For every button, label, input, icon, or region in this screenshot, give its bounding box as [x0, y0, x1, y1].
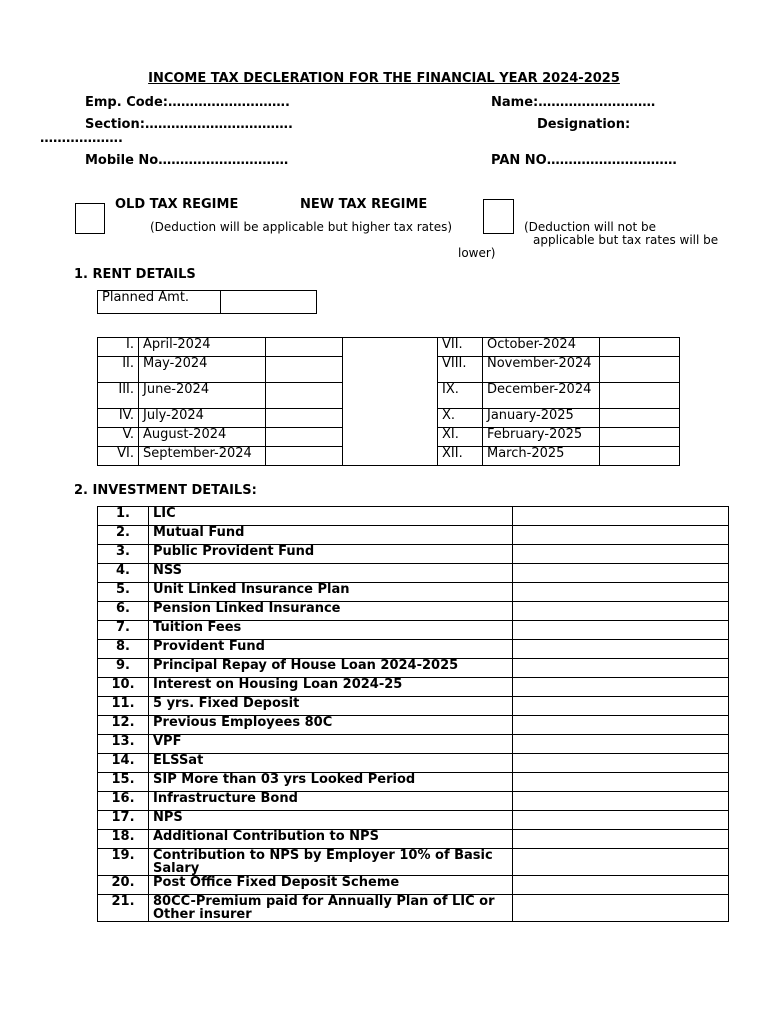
investment-num: 14.	[98, 754, 149, 773]
rent-amount-cell[interactable]	[600, 428, 680, 447]
investment-amount-cell[interactable]	[513, 697, 729, 716]
rent-month-label: April-2024	[139, 338, 266, 357]
investment-label: Interest on Housing Loan 2024-25	[149, 678, 513, 697]
investment-label: Mutual Fund	[149, 526, 513, 545]
investment-label: Infrastructure Bond	[149, 792, 513, 811]
investment-num: 10.	[98, 678, 149, 697]
investment-table	[97, 506, 729, 922]
investment-num: 21.	[98, 895, 149, 922]
new-regime-checkbox[interactable]	[483, 199, 514, 234]
page-title: INCOME TAX DECLERATION FOR THE FINANCIAL YEAR 2024-2025	[148, 71, 620, 86]
investment-row	[98, 773, 729, 792]
rent-heading: 1. RENT DETAILS	[74, 267, 196, 282]
investment-num: 1.	[98, 507, 149, 526]
rent-month-num: X.	[438, 409, 483, 428]
investment-label: NSS	[149, 564, 513, 583]
investment-amount-cell[interactable]	[513, 876, 729, 895]
investment-num: 7.	[98, 621, 149, 640]
investment-num: 3.	[98, 545, 149, 564]
investment-label: Previous Employees 80C	[149, 716, 513, 735]
rent-amount-cell[interactable]	[600, 409, 680, 428]
designation-dots: ……………….	[40, 131, 123, 146]
rent-month-num: VII.	[438, 338, 483, 357]
rent-month-label: March-2025	[483, 447, 600, 466]
investment-label: ELSSat	[149, 754, 513, 773]
investment-label: Post Office Fixed Deposit Scheme	[149, 876, 513, 895]
investment-row	[98, 621, 729, 640]
rent-month-label: August-2024	[139, 428, 266, 447]
investment-row	[98, 735, 729, 754]
old-regime-checkbox[interactable]	[75, 203, 105, 234]
rent-month-num: IV.	[98, 409, 139, 428]
investment-label: SIP More than 03 yrs Looked Period	[149, 773, 513, 792]
rent-month-num: IX.	[438, 383, 483, 409]
rent-month-num: VI.	[98, 447, 139, 466]
investment-label: 5 yrs. Fixed Deposit	[149, 697, 513, 716]
investment-row	[98, 640, 729, 659]
investment-amount-cell[interactable]	[513, 754, 729, 773]
rent-spacer-cell	[343, 338, 438, 466]
rent-month-label: February-2025	[483, 428, 600, 447]
rent-month-num: III.	[98, 383, 139, 409]
rent-amount-cell[interactable]	[266, 447, 343, 466]
rent-amount-cell[interactable]	[600, 357, 680, 383]
new-regime-note-line2: applicable but tax rates will be	[533, 233, 719, 247]
investment-amount-cell[interactable]	[513, 895, 729, 922]
old-regime-label: OLD TAX REGIME	[115, 197, 239, 212]
investment-num: 17.	[98, 811, 149, 830]
investment-amount-cell[interactable]	[513, 735, 729, 754]
rent-month-num: II.	[98, 357, 139, 383]
rent-amount-cell[interactable]	[266, 383, 343, 409]
rent-month-label: October-2024	[483, 338, 600, 357]
new-regime-label: NEW TAX REGIME	[300, 197, 428, 212]
investment-num: 5.	[98, 583, 149, 602]
investment-amount-cell[interactable]	[513, 678, 729, 697]
investment-row	[98, 876, 729, 895]
investment-label: VPF	[149, 735, 513, 754]
planned-amount-table	[97, 290, 317, 314]
designation-field: Designation:	[537, 117, 631, 132]
investment-amount-cell[interactable]	[513, 659, 729, 678]
investment-num: 18.	[98, 830, 149, 849]
investment-amount-cell[interactable]	[513, 564, 729, 583]
old-regime-note: (Deduction will be applicable but higher tax rates)	[150, 220, 453, 234]
rent-amount-cell[interactable]	[266, 428, 343, 447]
mobile-field: Mobile No…………………………	[85, 153, 289, 168]
rent-table	[97, 337, 680, 466]
planned-amount-label: Planned Amt.	[98, 291, 221, 314]
investment-row	[98, 754, 729, 773]
investment-label: NPS	[149, 811, 513, 830]
rent-month-label: May-2024	[139, 357, 266, 383]
investment-row	[98, 507, 729, 526]
investment-row	[98, 659, 729, 678]
investment-heading: 2. INVESTMENT DETAILS:	[74, 483, 257, 498]
rent-row	[98, 338, 680, 357]
investment-row	[98, 583, 729, 602]
investment-num: 12.	[98, 716, 149, 735]
emp-code-field: Emp. Code:……………………….	[85, 95, 290, 110]
investment-row	[98, 697, 729, 716]
investment-num: 8.	[98, 640, 149, 659]
investment-label: 80CC-Premium paid for Annually Plan of LIC or Other insurer	[149, 895, 513, 922]
rent-month-label: November-2024	[483, 357, 600, 383]
investment-row	[98, 526, 729, 545]
investment-label: Contribution to NPS by Employer 10% of Basic Salary	[149, 849, 513, 876]
investment-amount-cell[interactable]	[513, 621, 729, 640]
investment-label: Principal Repay of House Loan 2024-2025	[149, 659, 513, 678]
rent-month-num: I.	[98, 338, 139, 357]
investment-amount-cell[interactable]	[513, 526, 729, 545]
rent-amount-cell[interactable]	[266, 409, 343, 428]
investment-num: 9.	[98, 659, 149, 678]
rent-month-label: January-2025	[483, 409, 600, 428]
investment-row	[98, 678, 729, 697]
investment-label: Pension Linked Insurance	[149, 602, 513, 621]
investment-amount-cell[interactable]	[513, 773, 729, 792]
investment-num: 16.	[98, 792, 149, 811]
rent-amount-cell[interactable]	[266, 338, 343, 357]
investment-label: Additional Contribution to NPS	[149, 830, 513, 849]
investment-num: 13.	[98, 735, 149, 754]
rent-amount-cell[interactable]	[600, 447, 680, 466]
rent-amount-cell[interactable]	[600, 383, 680, 409]
investment-label: Tuition Fees	[149, 621, 513, 640]
investment-amount-cell[interactable]	[513, 507, 729, 526]
investment-amount-cell[interactable]	[513, 545, 729, 564]
rent-amount-cell[interactable]	[600, 338, 680, 357]
investment-num: 15.	[98, 773, 149, 792]
investment-amount-cell[interactable]	[513, 583, 729, 602]
investment-row	[98, 811, 729, 830]
investment-row	[98, 830, 729, 849]
investment-num: 4.	[98, 564, 149, 583]
investment-amount-cell[interactable]	[513, 849, 729, 876]
rent-month-num: V.	[98, 428, 139, 447]
name-field: Name:………………………	[491, 95, 656, 110]
rent-month-label: July-2024	[139, 409, 266, 428]
investment-amount-cell[interactable]	[513, 640, 729, 659]
new-regime-note-line1: (Deduction will not be	[524, 220, 657, 234]
new-regime-note-line3: lower)	[458, 246, 496, 260]
investment-num: 2.	[98, 526, 149, 545]
investment-row	[98, 895, 729, 922]
investment-amount-cell[interactable]	[513, 792, 729, 811]
investment-label: Provident Fund	[149, 640, 513, 659]
investment-row	[98, 716, 729, 735]
section-field: Section:…………………………….	[85, 117, 293, 132]
investment-row	[98, 564, 729, 583]
investment-amount-cell[interactable]	[513, 716, 729, 735]
investment-row	[98, 849, 729, 876]
rent-month-num: XI.	[438, 428, 483, 447]
investment-num: 19.	[98, 849, 149, 876]
investment-label: Unit Linked Insurance Plan	[149, 583, 513, 602]
investment-amount-cell[interactable]	[513, 811, 729, 830]
investment-num: 20.	[98, 876, 149, 895]
planned-amount-input[interactable]	[221, 291, 317, 314]
rent-amount-cell[interactable]	[266, 357, 343, 383]
investment-label: LIC	[149, 507, 513, 526]
rent-month-label: December-2024	[483, 383, 600, 409]
investment-row	[98, 545, 729, 564]
investment-row	[98, 792, 729, 811]
rent-month-label: June-2024	[139, 383, 266, 409]
investment-amount-cell[interactable]	[513, 830, 729, 849]
rent-month-num: VIII.	[438, 357, 483, 383]
investment-label: Public Provident Fund	[149, 545, 513, 564]
investment-num: 6.	[98, 602, 149, 621]
investment-num: 11.	[98, 697, 149, 716]
pan-field: PAN NO…………………………	[491, 153, 677, 168]
investment-row	[98, 602, 729, 621]
investment-amount-cell[interactable]	[513, 602, 729, 621]
rent-month-label: September-2024	[139, 447, 266, 466]
rent-month-num: XII.	[438, 447, 483, 466]
